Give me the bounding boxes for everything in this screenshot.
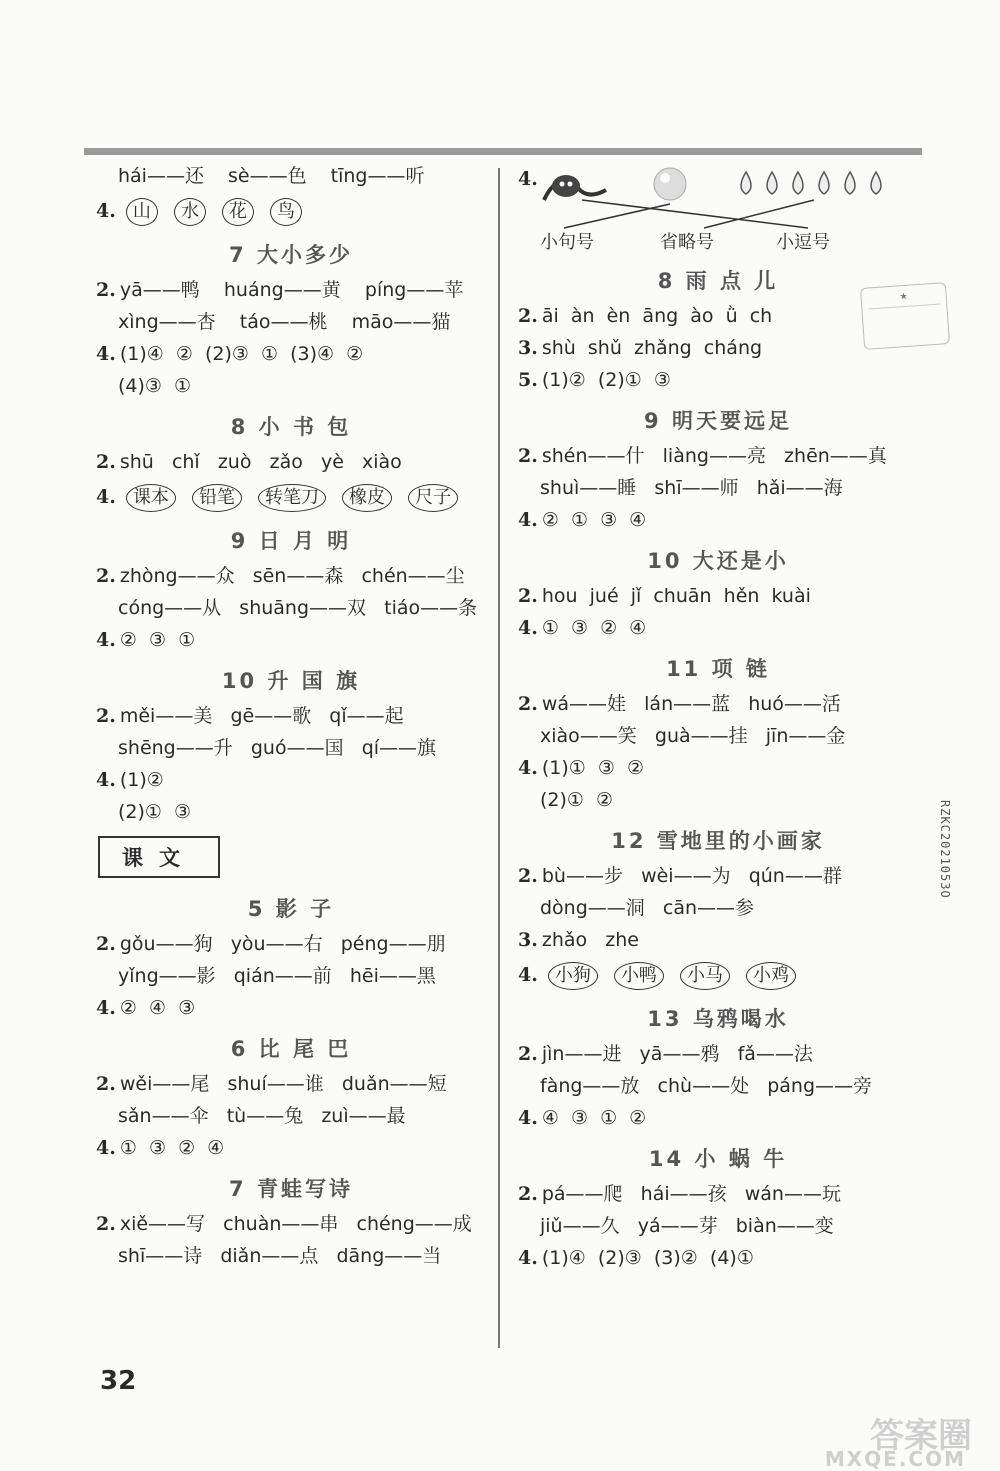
right-column xyxy=(518,160,918,1274)
answer-line xyxy=(96,338,486,370)
answer-text: xiào——笑 guà——挂 jīn——金 xyxy=(540,725,846,747)
answer-text: gǒu——狗 yòu——右 péng——朋 xyxy=(119,933,446,955)
question-number: 2. xyxy=(518,445,538,467)
answer-line xyxy=(96,624,486,656)
answer-line xyxy=(96,732,486,764)
match-label: 小逗号 xyxy=(776,232,830,253)
answer-text: jiǔ——久 yá——芽 biàn——变 xyxy=(540,1215,834,1237)
question-number: 4. xyxy=(96,997,116,1019)
question-number: 4. xyxy=(96,1137,116,1159)
question-number: 2. xyxy=(518,693,538,715)
answer-text: (2)① ② xyxy=(540,789,614,811)
question-number: 4. xyxy=(518,617,538,639)
answer-text: ④ ③ ① ② xyxy=(541,1107,647,1129)
circled-answer: 小鸡 xyxy=(746,962,796,990)
answer-text: (1)① ③ ② xyxy=(541,757,645,779)
answer-line xyxy=(96,446,486,478)
lesson-title: 12 雪地里的小画家 xyxy=(611,829,825,853)
answer-item: sè——色 xyxy=(228,165,307,187)
answer-text: yā——鸭 huáng——黄 píng——苹 xyxy=(119,279,464,301)
answer-text: zhǎo zhe xyxy=(541,929,639,951)
stamp-logo: ★ xyxy=(860,282,950,350)
tadpole-icon xyxy=(544,175,606,200)
question-number: 2. xyxy=(96,1073,116,1095)
answer-line xyxy=(518,752,918,784)
watermark-logo: 答案圈 xyxy=(870,1416,972,1456)
question-number: 2. xyxy=(96,279,116,301)
circled-answer: 花 xyxy=(222,198,254,226)
answer-line xyxy=(518,364,918,396)
answer-text: (4)③ ① xyxy=(118,375,192,397)
answer-line xyxy=(96,796,486,828)
answer-text: shī——诗 diǎn——点 dāng——当 xyxy=(118,1245,442,1267)
circled-answer: 转笔刀 xyxy=(258,484,326,512)
answer-text: jìn——进 yā——鸦 fǎ——法 xyxy=(541,1043,813,1065)
answer-text: sǎn——伞 tù——兔 zuì——最 xyxy=(118,1105,406,1127)
drops-icon xyxy=(741,172,881,194)
question-number: 4. xyxy=(518,757,538,779)
answer-line xyxy=(96,160,486,192)
answer-line xyxy=(96,1208,486,1240)
match-label: 小句号 xyxy=(540,232,594,253)
answer-line xyxy=(518,688,918,720)
answer-line xyxy=(518,924,918,956)
answer-line xyxy=(96,478,486,516)
answer-line xyxy=(518,956,918,994)
answer-line xyxy=(96,700,486,732)
lesson-title: 5 影 子 xyxy=(247,897,335,921)
answer-line xyxy=(96,306,486,338)
answer-line xyxy=(518,1038,918,1070)
lesson-title: 10 大还是小 xyxy=(647,549,789,573)
circled-answer: 水 xyxy=(174,198,206,226)
answer-text: (1)④ (2)③ (3)② (4)① xyxy=(541,1247,754,1269)
ball-icon xyxy=(654,168,686,200)
lesson-title: 7 青蛙写诗 xyxy=(229,1177,353,1201)
answer-line xyxy=(96,1132,486,1164)
watermark-url: MXQE.COM xyxy=(824,1447,966,1471)
answer-line xyxy=(518,860,918,892)
lesson-title: 9 明天要远足 xyxy=(644,409,792,433)
answer-text: ② ① ③ ④ xyxy=(541,509,647,531)
answer-line xyxy=(518,504,918,536)
answer-line xyxy=(518,784,918,816)
question-number: 3. xyxy=(518,929,538,951)
circled-answer: 尺子 xyxy=(408,484,458,512)
question-number: 2. xyxy=(518,865,538,887)
answer-text: hou jué jǐ chuān hěn kuài xyxy=(541,585,811,607)
circled-answer: 小鸭 xyxy=(614,962,664,990)
answer-line xyxy=(96,1240,486,1272)
answer-line xyxy=(518,300,918,332)
answer-line xyxy=(518,332,918,364)
answer-text: fàng——放 chù——处 páng——旁 xyxy=(540,1075,873,1097)
answer-line xyxy=(518,1242,918,1274)
answer-line xyxy=(96,192,486,230)
question-number: 4. xyxy=(518,509,538,531)
answer-text: āi àn èn āng ào ǜ ch xyxy=(541,305,773,327)
answer-line xyxy=(96,274,486,306)
lesson-title: 8 小 书 包 xyxy=(230,415,352,439)
circled-answer: 小狗 xyxy=(548,962,598,990)
answer-text: shuì——睡 shī——师 hǎi——海 xyxy=(540,477,843,499)
answer-text: bù——步 wèi——为 qún——群 xyxy=(541,865,842,887)
answer-text: yǐng——影 qián——前 hēi——黑 xyxy=(118,965,436,987)
answer-text: cóng——从 shuāng——双 tiáo——条 xyxy=(118,597,478,619)
answer-text: wá——娃 lán——蓝 huó——活 xyxy=(541,693,841,715)
circled-answer: 橡皮 xyxy=(342,484,392,512)
left-column xyxy=(96,160,486,1272)
answer-text: wěi——尾 shuí——谁 duǎn——短 xyxy=(119,1073,447,1095)
question-number: 2. xyxy=(518,585,538,607)
question-number: 2. xyxy=(96,451,116,473)
answer-line xyxy=(518,472,918,504)
answer-text: shù shǔ zhǎng cháng xyxy=(541,337,763,359)
question-number: 2. xyxy=(96,705,116,727)
answer-text: ① ③ ② ④ xyxy=(119,1137,225,1159)
answer-line xyxy=(518,612,918,644)
answer-line xyxy=(96,370,486,402)
question-number: 4. xyxy=(96,769,116,791)
answer-line xyxy=(96,928,486,960)
question-number: 5. xyxy=(518,369,538,391)
question-number: 2. xyxy=(96,1213,116,1235)
answer-line xyxy=(518,580,918,612)
answer-line xyxy=(96,992,486,1024)
lesson-title: 9 日 月 明 xyxy=(230,529,352,553)
answer-line xyxy=(518,1210,918,1242)
answer-line xyxy=(518,720,918,752)
question-number: 3. xyxy=(518,337,538,359)
answer-line xyxy=(96,1068,486,1100)
answer-text: xiě——写 chuàn——串 chéng——成 xyxy=(119,1213,472,1235)
answer-text: shū chǐ zuò zǎo yè xiào xyxy=(119,451,402,473)
answer-line xyxy=(518,892,918,924)
answer-text: měi——美 gē——歌 qǐ——起 xyxy=(119,705,404,727)
answer-line xyxy=(96,1100,486,1132)
answer-item: tīng——听 xyxy=(330,165,425,187)
answer-line xyxy=(518,440,918,472)
answer-line xyxy=(96,764,486,796)
header-rule xyxy=(84,148,922,155)
question-number: 2. xyxy=(96,565,116,587)
answer-text: (1)② xyxy=(119,769,164,791)
matching-diagram xyxy=(518,160,918,256)
lesson-title: 7 大小多少 xyxy=(229,243,353,267)
question-number: 2. xyxy=(518,1043,538,1065)
answer-text: (1)② (2)① ③ xyxy=(541,369,671,391)
side-code: RZKC2021053O xyxy=(938,800,952,899)
circled-answer: 铅笔 xyxy=(192,484,242,512)
answer-text: (2)① ③ xyxy=(118,801,192,823)
question-number: 4. xyxy=(96,629,116,651)
answer-text: dòng——洞 cān——参 xyxy=(540,897,755,919)
answer-line xyxy=(96,592,486,624)
question-number: 4. xyxy=(518,964,538,986)
question-number: 4. xyxy=(96,486,116,508)
answer-text: shēng——升 guó——国 qí——旗 xyxy=(118,737,437,759)
lesson-title: 14 小 蜗 牛 xyxy=(648,1147,788,1171)
question-number: 4. xyxy=(518,1247,538,1269)
answer-line xyxy=(96,960,486,992)
match-label: 省略号 xyxy=(660,232,714,253)
question-number: 4. xyxy=(518,1107,538,1129)
lesson-title: 8 雨 点 儿 xyxy=(657,269,779,293)
answer-text: (1)④ ② (2)③ ① (3)④ ② xyxy=(119,343,364,365)
answer-text: ② ④ ③ xyxy=(119,997,196,1019)
answer-line xyxy=(518,1178,918,1210)
answer-item: hái——还 xyxy=(118,165,204,187)
answer-text: pá——爬 hái——孩 wán——玩 xyxy=(541,1183,841,1205)
question-number: 4. xyxy=(96,343,116,365)
answer-text: zhòng——众 sēn——森 chén——尘 xyxy=(119,565,465,587)
answer-text: shén——什 liàng——亮 zhēn——真 xyxy=(541,445,887,467)
question-number: 2. xyxy=(518,1183,538,1205)
answer-line xyxy=(96,560,486,592)
circled-answer: 鸟 xyxy=(270,198,302,226)
page-number: 32 xyxy=(100,1366,137,1396)
question-number: 4. xyxy=(518,168,538,190)
lesson-title: 13 乌鸦喝水 xyxy=(647,1007,789,1031)
lesson-title: 11 项 链 xyxy=(666,657,770,681)
question-number: 2. xyxy=(96,933,116,955)
lesson-title: 10 升 国 旗 xyxy=(221,669,361,693)
answer-line xyxy=(518,1070,918,1102)
answer-line xyxy=(518,1102,918,1134)
answer-text: ① ③ ② ④ xyxy=(541,617,647,639)
circled-answer: 课本 xyxy=(126,484,176,512)
column-divider xyxy=(498,168,500,1348)
circled-answer: 山 xyxy=(126,198,158,226)
question-number: 2. xyxy=(518,305,538,327)
section-heading: 课文 xyxy=(98,836,220,878)
answer-text: xìng——杏 táo——桃 māo——猫 xyxy=(118,311,451,333)
question-number: 4. xyxy=(96,200,116,222)
lesson-title: 6 比 尾 巴 xyxy=(230,1037,352,1061)
circled-answer: 小马 xyxy=(680,962,730,990)
answer-text: ② ③ ① xyxy=(119,629,196,651)
